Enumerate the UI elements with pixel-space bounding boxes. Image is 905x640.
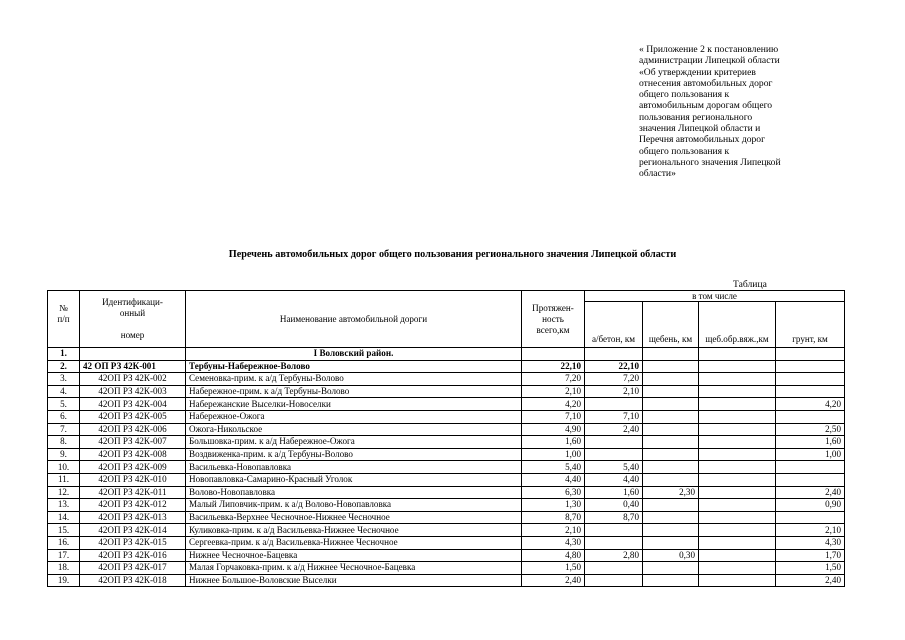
- district-num: 1.: [48, 348, 80, 361]
- road-id: 42ОП РЗ 42К-004: [80, 398, 186, 411]
- table-row: [48, 574, 845, 587]
- length-ground: 0,90: [776, 499, 845, 512]
- road-id: 42ОП РЗ 42К-014: [80, 524, 186, 537]
- length-gravel: [643, 499, 699, 512]
- table-row: [48, 549, 845, 562]
- length-gravel: [643, 410, 699, 423]
- length-asphalt: [585, 574, 643, 587]
- length-ground: [776, 373, 845, 386]
- length-gravel: [643, 524, 699, 537]
- road-name: Тербуны-Набережное-Волово: [186, 360, 522, 373]
- row-number: 6.: [48, 410, 80, 423]
- road-name: Малый Липовчик-прим. к а/д Волово-Новопавловка: [186, 499, 522, 512]
- road-name: Ожога-Никольское: [186, 423, 522, 436]
- length-gravel: [643, 385, 699, 398]
- roads-table: [47, 290, 845, 587]
- table-row: [48, 461, 845, 474]
- road-name: Васильевка-Верхнее Чесночное-Нижнее Чесночное: [186, 511, 522, 524]
- row-number: 12.: [48, 486, 80, 499]
- length-ground: [776, 410, 845, 423]
- road-name: Новопавловка-Самарино-Красный Уголок: [186, 473, 522, 486]
- length-gravel: [643, 511, 699, 524]
- road-id: 42ОП РЗ 42К-011: [80, 486, 186, 499]
- length-ground: [776, 511, 845, 524]
- length-gravel-treated: [699, 448, 776, 461]
- appendix-line: области»: [639, 168, 676, 180]
- length-total: 4,90: [522, 423, 585, 436]
- length-gravel-treated: [699, 511, 776, 524]
- table-row: [48, 536, 845, 549]
- length-gravel-treated: [699, 436, 776, 449]
- table-row: [48, 499, 845, 512]
- road-name: Нижнее Большое-Воловские Выселки: [186, 574, 522, 587]
- row-number: 11.: [48, 473, 80, 486]
- length-total: 7,20: [522, 373, 585, 386]
- table-row: [48, 360, 845, 373]
- length-asphalt: 7,10: [585, 410, 643, 423]
- road-id: 42ОП РЗ 42К-002: [80, 373, 186, 386]
- length-ground: 1,60: [776, 436, 845, 449]
- row-number: 17.: [48, 549, 80, 562]
- road-id: 42ОП РЗ 42К-012: [80, 499, 186, 512]
- header-ground: грунт, км: [776, 302, 845, 348]
- road-id: 42ОП РЗ 42К-010: [80, 473, 186, 486]
- road-id: 42 ОП РЗ 42К-001: [80, 360, 186, 373]
- length-asphalt: 0,40: [585, 499, 643, 512]
- length-asphalt: 8,70: [585, 511, 643, 524]
- row-number: 4.: [48, 385, 80, 398]
- length-asphalt: 5,40: [585, 461, 643, 474]
- length-ground: [776, 473, 845, 486]
- header-gravel: щебень, км: [643, 302, 699, 348]
- length-gravel-treated: [699, 385, 776, 398]
- district-label: I Воловский район.: [313, 348, 394, 359]
- appendix-line: автомобильным дорогам общего: [639, 100, 773, 112]
- length-total: 1,30: [522, 499, 585, 512]
- table-row: [48, 486, 845, 499]
- table-row: [48, 473, 845, 486]
- appendix-line: регионального значения Липецкой: [639, 156, 781, 168]
- appendix-line: Перечня автомобильных дорог: [639, 134, 766, 146]
- length-asphalt: [585, 436, 643, 449]
- length-gravel: [643, 436, 699, 449]
- length-ground: [776, 385, 845, 398]
- length-gravel: 2,30: [643, 486, 699, 499]
- row-number: 10.: [48, 461, 80, 474]
- row-number: 9.: [48, 448, 80, 461]
- row-number: 7.: [48, 423, 80, 436]
- length-gravel: [643, 360, 699, 373]
- length-ground: 2,40: [776, 486, 845, 499]
- length-total: 1,50: [522, 562, 585, 575]
- length-total: 2,40: [522, 574, 585, 587]
- row-number: 8.: [48, 436, 80, 449]
- length-asphalt: 7,20: [585, 373, 643, 386]
- length-gravel-treated: [699, 562, 776, 575]
- road-name: Набережное-прим. к а/д Тербуны-Волово: [186, 385, 522, 398]
- table-row: [48, 524, 845, 537]
- appendix-line: общего пользования к: [639, 89, 730, 101]
- length-gravel-treated: [699, 410, 776, 423]
- road-id: 42ОП РЗ 42К-018: [80, 574, 186, 587]
- length-total: 4,30: [522, 536, 585, 549]
- road-id: 42ОП РЗ 42К-005: [80, 410, 186, 423]
- length-total: 4,80: [522, 549, 585, 562]
- appendix-line: общего пользования к: [639, 145, 730, 157]
- table-row: [48, 423, 845, 436]
- length-asphalt: 22,10: [585, 360, 643, 373]
- table-row: [48, 436, 845, 449]
- road-id: 42ОП РЗ 42К-017: [80, 562, 186, 575]
- table-caption: Таблица: [733, 279, 767, 290]
- appendix-line: «Об утверждении критериев: [639, 66, 756, 78]
- road-name: Васильевка-Новопавловка: [186, 461, 522, 474]
- length-asphalt: [585, 536, 643, 549]
- length-gravel: [643, 473, 699, 486]
- length-asphalt: [585, 524, 643, 537]
- length-asphalt: [585, 562, 643, 575]
- length-gravel: [643, 423, 699, 436]
- road-id: 42ОП РЗ 42К-007: [80, 436, 186, 449]
- length-ground: 4,30: [776, 536, 845, 549]
- header-id: Идентификаци- онный номер: [80, 291, 186, 348]
- header-name: Наименование автомобильной дороги: [186, 291, 522, 348]
- header-length: Протяжен- ность всего,км: [522, 291, 585, 348]
- road-id: 42ОП РЗ 42К-015: [80, 536, 186, 549]
- length-asphalt: 2,80: [585, 549, 643, 562]
- table-row: [48, 448, 845, 461]
- road-name: Куликовка-прим. к а/д Васильевка-Нижнее Чесночное: [186, 524, 522, 537]
- appendix-note: [639, 44, 839, 180]
- row-number: 15.: [48, 524, 80, 537]
- appendix-line: « Приложение 2 к постановлению: [639, 44, 779, 55]
- road-name: Нижнее Чесночное-Бацевка: [186, 549, 522, 562]
- length-gravel: [643, 536, 699, 549]
- length-total: 4,40: [522, 473, 585, 486]
- length-gravel: [643, 574, 699, 587]
- length-gravel-treated: [699, 423, 776, 436]
- length-total: 5,40: [522, 461, 585, 474]
- row-number: 2.: [48, 360, 80, 373]
- length-total: 4,20: [522, 398, 585, 411]
- length-total: 1,00: [522, 448, 585, 461]
- table-row: [48, 410, 845, 423]
- document-title: Перечень автомобильных дорог общего пользования регионального значения Липецкой области: [228, 249, 677, 260]
- length-ground: 2,50: [776, 423, 845, 436]
- appendix-line: значения Липецкой области и: [639, 123, 761, 135]
- length-asphalt: 1,60: [585, 486, 643, 499]
- road-id: 42ОП РЗ 42К-008: [80, 448, 186, 461]
- appendix-line: администрации Липецкой области: [639, 55, 780, 67]
- table-row: [48, 373, 845, 386]
- length-asphalt: [585, 398, 643, 411]
- length-total: 8,70: [522, 511, 585, 524]
- length-gravel-treated: [699, 473, 776, 486]
- length-gravel-treated: [699, 524, 776, 537]
- length-ground: [776, 360, 845, 373]
- length-gravel-treated: [699, 486, 776, 499]
- row-number: 5.: [48, 398, 80, 411]
- table-row: [48, 511, 845, 524]
- header-gravel-treated: щеб.обр.вяж.,км: [699, 302, 776, 348]
- road-name: Семеновка-прим. к а/д Тербуны-Волово: [186, 373, 522, 386]
- length-gravel-treated: [699, 499, 776, 512]
- table-row: [48, 385, 845, 398]
- length-asphalt: 2,40: [585, 423, 643, 436]
- length-total: 2,10: [522, 385, 585, 398]
- length-asphalt: 4,40: [585, 473, 643, 486]
- length-ground: 4,20: [776, 398, 845, 411]
- length-total: 7,10: [522, 410, 585, 423]
- length-ground: 2,40: [776, 574, 845, 587]
- row-number: 19.: [48, 574, 80, 587]
- length-gravel: 0,30: [643, 549, 699, 562]
- road-name: Малая Горчаковка-прим. к а/д Нижнее Чесночное-Бацевка: [186, 562, 522, 575]
- length-ground: 1,00: [776, 448, 845, 461]
- row-number: 18.: [48, 562, 80, 575]
- road-id: 42ОП РЗ 42К-009: [80, 461, 186, 474]
- length-gravel: [643, 562, 699, 575]
- road-id: 42ОП РЗ 42К-013: [80, 511, 186, 524]
- row-number: 16.: [48, 536, 80, 549]
- length-gravel-treated: [699, 536, 776, 549]
- length-ground: 1,50: [776, 562, 845, 575]
- length-total: 1,60: [522, 436, 585, 449]
- table-row: [48, 398, 845, 411]
- length-gravel: [643, 398, 699, 411]
- length-gravel-treated: [699, 360, 776, 373]
- road-name: Сергеевка-прим. к а/д Васильевка-Нижнее Чесночное: [186, 536, 522, 549]
- length-total: 22,10: [522, 360, 585, 373]
- length-gravel-treated: [699, 461, 776, 474]
- table-row: [48, 562, 845, 575]
- header-asphalt: а/бетон, км: [585, 302, 643, 348]
- row-number: 3.: [48, 373, 80, 386]
- road-name: Набережное-Ожога: [186, 410, 522, 423]
- length-total: 2,10: [522, 524, 585, 537]
- header-num: № п/п: [48, 291, 80, 348]
- length-gravel-treated: [699, 574, 776, 587]
- length-gravel-treated: [699, 373, 776, 386]
- road-id: 42ОП РЗ 42К-016: [80, 549, 186, 562]
- row-number: 14.: [48, 511, 80, 524]
- length-asphalt: [585, 448, 643, 461]
- road-id: 42ОП РЗ 42К-006: [80, 423, 186, 436]
- road-name: Волово-Новопавловка: [186, 486, 522, 499]
- length-gravel-treated: [699, 398, 776, 411]
- length-asphalt: 2,10: [585, 385, 643, 398]
- road-name: Набережанские Выселки-Новоселки: [186, 398, 522, 411]
- header-including: в том числе: [585, 291, 845, 302]
- road-name: Большовка-прим. к а/д Набережное-Ожога: [186, 436, 522, 449]
- length-gravel-treated: [699, 549, 776, 562]
- row-number: 13.: [48, 499, 80, 512]
- road-id: 42ОП РЗ 42К-003: [80, 385, 186, 398]
- appendix-line: пользования регионального: [639, 111, 753, 123]
- district-row: [48, 348, 845, 361]
- length-total: 6,30: [522, 486, 585, 499]
- length-gravel: [643, 448, 699, 461]
- length-ground: 1,70: [776, 549, 845, 562]
- appendix-line: отнесения автомобильных дорог: [639, 77, 773, 89]
- length-gravel: [643, 461, 699, 474]
- length-ground: 2,10: [776, 524, 845, 537]
- length-gravel: [643, 373, 699, 386]
- road-name: Воздвиженка-прим. к а/д Тербуны-Волово: [186, 448, 522, 461]
- length-ground: [776, 461, 845, 474]
